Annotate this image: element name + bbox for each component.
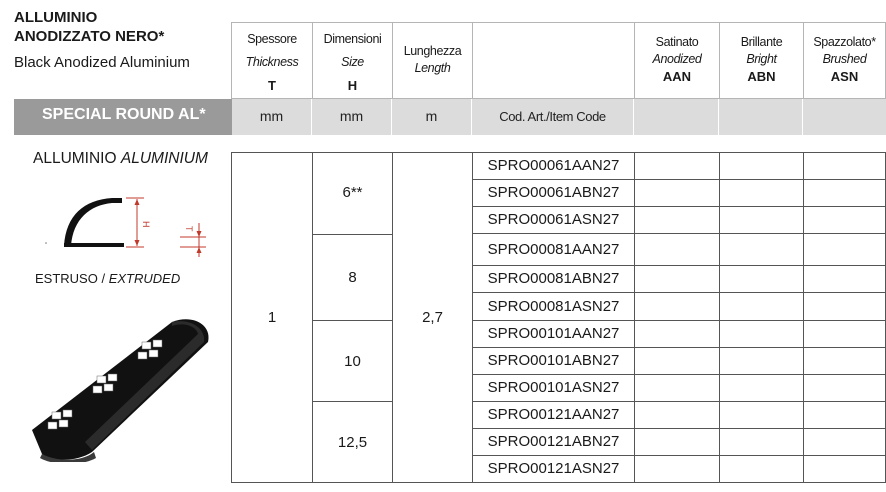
cell-bright (719, 374, 804, 402)
cell-satin (634, 401, 720, 429)
cell-brushed (803, 320, 886, 348)
cell-satin (634, 206, 720, 234)
header-bright-code: ABN (747, 69, 776, 84)
profile-section-diagram (40, 185, 220, 260)
process-it: ESTRUSO / (35, 271, 106, 286)
cell-bright (719, 206, 804, 234)
unit-length: m (392, 99, 472, 135)
item-code: SPRO00101ASN27 (472, 374, 635, 402)
header-brushed (803, 22, 886, 99)
header-satin (634, 22, 720, 99)
header-brushed-it: Spazzolato* (813, 35, 876, 49)
item-code: SPRO00061ABN27 (472, 179, 635, 207)
cell-size-6: 6** (312, 152, 393, 235)
cell-brushed (803, 374, 886, 402)
cell-satin (634, 374, 720, 402)
process-label (35, 271, 180, 286)
cell-bright (719, 428, 804, 456)
cell-brushed (803, 347, 886, 375)
cell-bright (719, 152, 804, 180)
header-thickness (231, 22, 313, 99)
header-satin-it: Satinato (655, 35, 699, 49)
cell-brushed (803, 179, 886, 207)
item-code: SPRO00081ASN27 (472, 292, 635, 321)
cell-satin (634, 179, 720, 207)
header-length (392, 22, 473, 99)
header-length-en: Length (414, 61, 451, 75)
unit-brushed (803, 99, 886, 135)
header-satin-code: AAN (662, 69, 692, 84)
unit-bright (719, 99, 803, 135)
cell-size-8: 8 (312, 234, 393, 321)
header-size (312, 22, 393, 99)
cell-bright (719, 233, 804, 266)
cell-bright (719, 347, 804, 375)
cell-satin (634, 347, 720, 375)
title-line2: ANODIZZATO NERO* (14, 28, 165, 45)
item-code: SPRO00121ABN27 (472, 428, 635, 456)
cell-bright (719, 320, 804, 348)
item-code: SPRO00121ASN27 (472, 455, 635, 483)
cell-satin (634, 320, 720, 348)
cell-brushed (803, 233, 886, 266)
cell-bright (719, 179, 804, 207)
material-label (33, 150, 208, 168)
cell-bright (719, 292, 804, 321)
header-bright (719, 22, 804, 99)
unit-code: Cod. Art./Item Code (472, 99, 634, 135)
diagram-label-t: T (184, 226, 194, 232)
cell-length: 2,7 (392, 152, 473, 483)
header-size-en: Size (341, 55, 364, 69)
cell-brushed (803, 152, 886, 180)
header-size-symbol: H (347, 78, 358, 93)
diagram-label-h: H (141, 221, 151, 228)
cell-brushed (803, 455, 886, 483)
cell-size-12-5: 12,5 (312, 401, 393, 483)
cell-satin (634, 152, 720, 180)
series-band: SPECIAL ROUND AL* (14, 99, 232, 135)
item-code: SPRO00081ABN27 (472, 265, 635, 293)
unit-size: mm (312, 99, 392, 135)
title-line1: ALLUMINIO (14, 9, 98, 26)
header-thickness-symbol: T (268, 78, 276, 93)
item-code: SPRO00121AAN27 (472, 401, 635, 429)
header-code (472, 22, 635, 99)
item-code: SPRO00081AAN27 (472, 233, 635, 266)
item-code: SPRO00061AAN27 (472, 152, 635, 180)
unit-thickness: mm (232, 99, 312, 135)
item-code: SPRO00101ABN27 (472, 347, 635, 375)
cell-brushed (803, 428, 886, 456)
cell-brushed (803, 206, 886, 234)
cell-satin (634, 292, 720, 321)
cell-satin (634, 265, 720, 293)
item-code: SPRO00101AAN27 (472, 320, 635, 348)
item-code: SPRO00061ASN27 (472, 206, 635, 234)
material-en: ALUMINIUM (120, 150, 208, 167)
cell-satin (634, 428, 720, 456)
process-en: EXTRUDED (108, 271, 181, 286)
header-brushed-code: ASN (830, 69, 859, 84)
cell-bright (719, 265, 804, 293)
header-thickness-en: Thickness (245, 55, 299, 69)
unit-satin (634, 99, 719, 135)
cell-bright (719, 401, 804, 429)
header-size-it: Dimensioni (323, 32, 382, 46)
cell-brushed (803, 401, 886, 429)
header-satin-en: Anodized (652, 52, 702, 66)
cell-brushed (803, 292, 886, 321)
profile-3d-image (22, 312, 222, 462)
header-brushed-en: Brushed (822, 52, 867, 66)
cell-brushed (803, 265, 886, 293)
material-it: ALLUMINIO (33, 150, 117, 167)
cell-satin (634, 455, 720, 483)
cell-bright (719, 455, 804, 483)
title-english: Black Anodized Aluminium (14, 54, 190, 71)
title-italian (14, 8, 229, 46)
cell-thickness: 1 (231, 152, 313, 483)
cell-size-10: 10 (312, 320, 393, 402)
header-bright-it: Brillante (740, 35, 783, 49)
cell-satin (634, 233, 720, 266)
header-bright-en: Bright (746, 52, 777, 66)
header-thickness-it: Spessore (247, 32, 297, 46)
header-length-it: Lunghezza (403, 44, 462, 58)
